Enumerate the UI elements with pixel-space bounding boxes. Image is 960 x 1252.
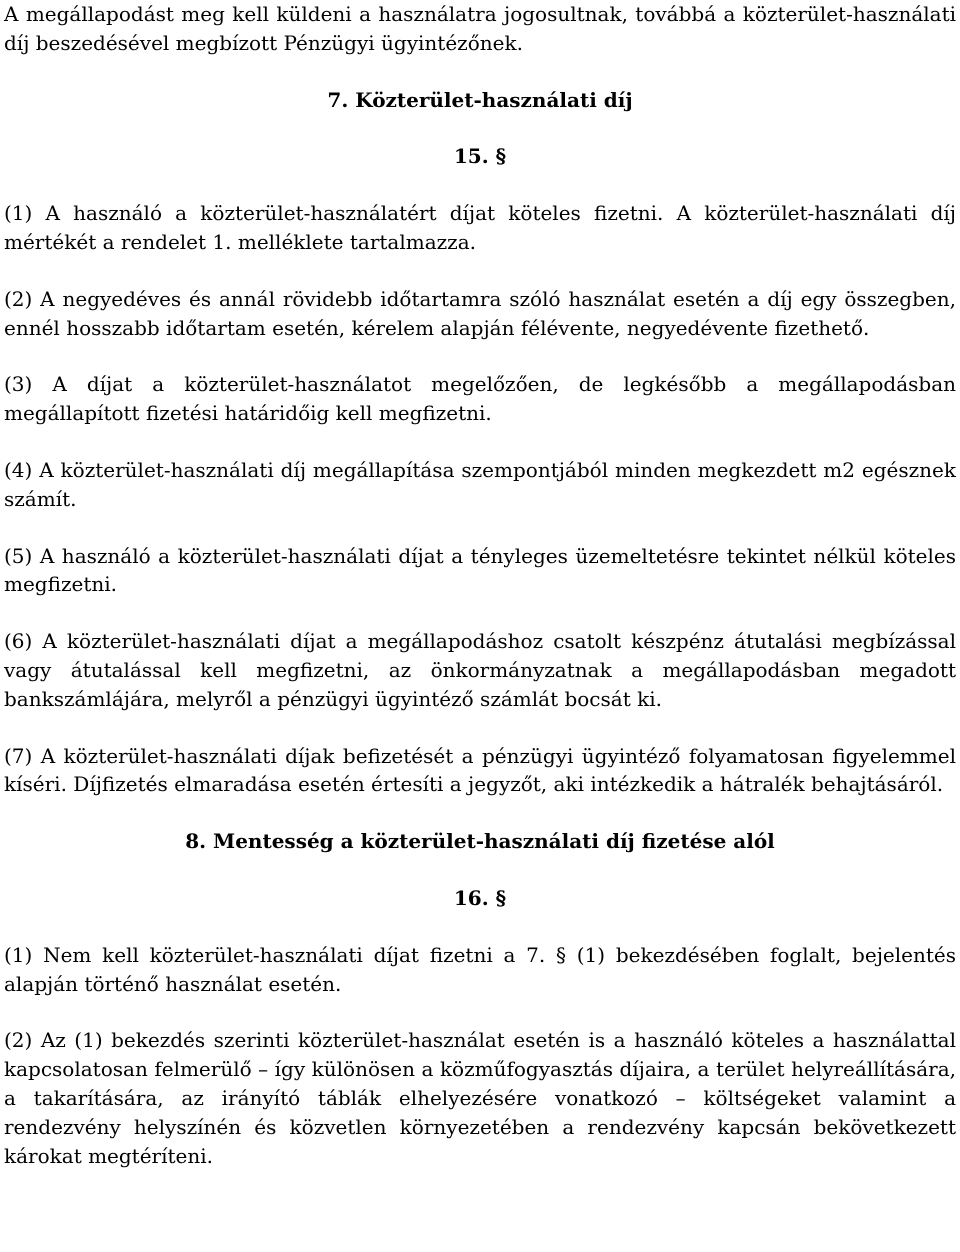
section-7-title: 7. Közterület-használati díj	[327, 87, 633, 112]
section-7-para-5: (5) A használó a közterület-használati díjat a tényleges üzemeltetésre tekintet nélkül köteles megfizetni.	[4, 543, 956, 597]
paragraph-16-heading: 16. §	[453, 885, 507, 910]
spacer	[4, 856, 956, 884]
spacer	[4, 58, 956, 86]
section-7-para-3: (3) A díjat a közterület-használatot megelőzően, de legkésőbb a megállapodásban megállapított fizetési határidőig kell megfizetni.	[4, 372, 956, 426]
document-page	[4, 0, 956, 1170]
section-7-para-1: (1) A használó a közterület-használatért díjat köteles fizetni. A közterület-használati díj mértékét a rendelet 1. melléklete tartalmazza.	[4, 201, 956, 254]
spacer	[4, 171, 956, 199]
section-7-para-4: (4) A közterület-használati díj megállapítása szempontjából minden megkezdett m2 egésznek számít.	[4, 457, 956, 511]
spacer	[4, 114, 956, 142]
spacer	[4, 913, 956, 941]
section-7-para-6: (6) A közterület-használati díjat a megállapodáshoz csatolt készpénz átutalási megbízással vagy átutalással kell megfizetni, az önkormányzatnak a megállapodásban megadott bankszámlájára, melyről a pénzügyi ügyintéző számlát bocsát ki.	[4, 629, 956, 711]
section-8-para-2: (2) Az (1) bekezdés szerinti közterület-használat esetén is a használó köteles a használattal kapcsolatosan felmerülő – így különösen a közműfogyasztás díjaira, a terület helyreállítására, a takarítására, az irányító táblák elhelyezésére vonatkozó – költségeket valamint a rendezvény helyszínén és közvetlen környezetében a rendezvény kapcsán bekövetkezett károkat megtéríteni.	[4, 1028, 956, 1168]
intro-paragraph: A megállapodást meg kell küldeni a használatra jogosultnak, továbbá a közterület-használati díj beszedésével megbízott Pénzügyi ügyintézőnek.	[4, 2, 956, 55]
paragraph-15-heading: 15. §	[453, 144, 507, 169]
spacer	[4, 799, 956, 827]
section-8-para-1: (1) Nem kell közterület-használati díjat fizetni a 7. § (1) bekezdésében foglalt, bejelentés alapján történő használat esetén.	[4, 942, 956, 996]
section-7-para-2: (2) A negyedéves és annál rövidebb időtartamra szóló használat esetén a díj egy összegben, ennél hosszabb időtartam esetén, kérelem alapján félévente, negyedévente fizethető.	[4, 286, 956, 340]
section-8-title: 8. Mentesség a közterület-használati díj fizetése alól	[185, 829, 775, 854]
section-7-para-7: (7) A közterület-használati díjak befizetését a pénzügyi ügyintéző folyamatosan figyelemmel kíséri. Díjfizetés elmaradása esetén értesíti a jegyzőt, aki intézkedik a hátralék behajtásáról.	[4, 743, 956, 797]
